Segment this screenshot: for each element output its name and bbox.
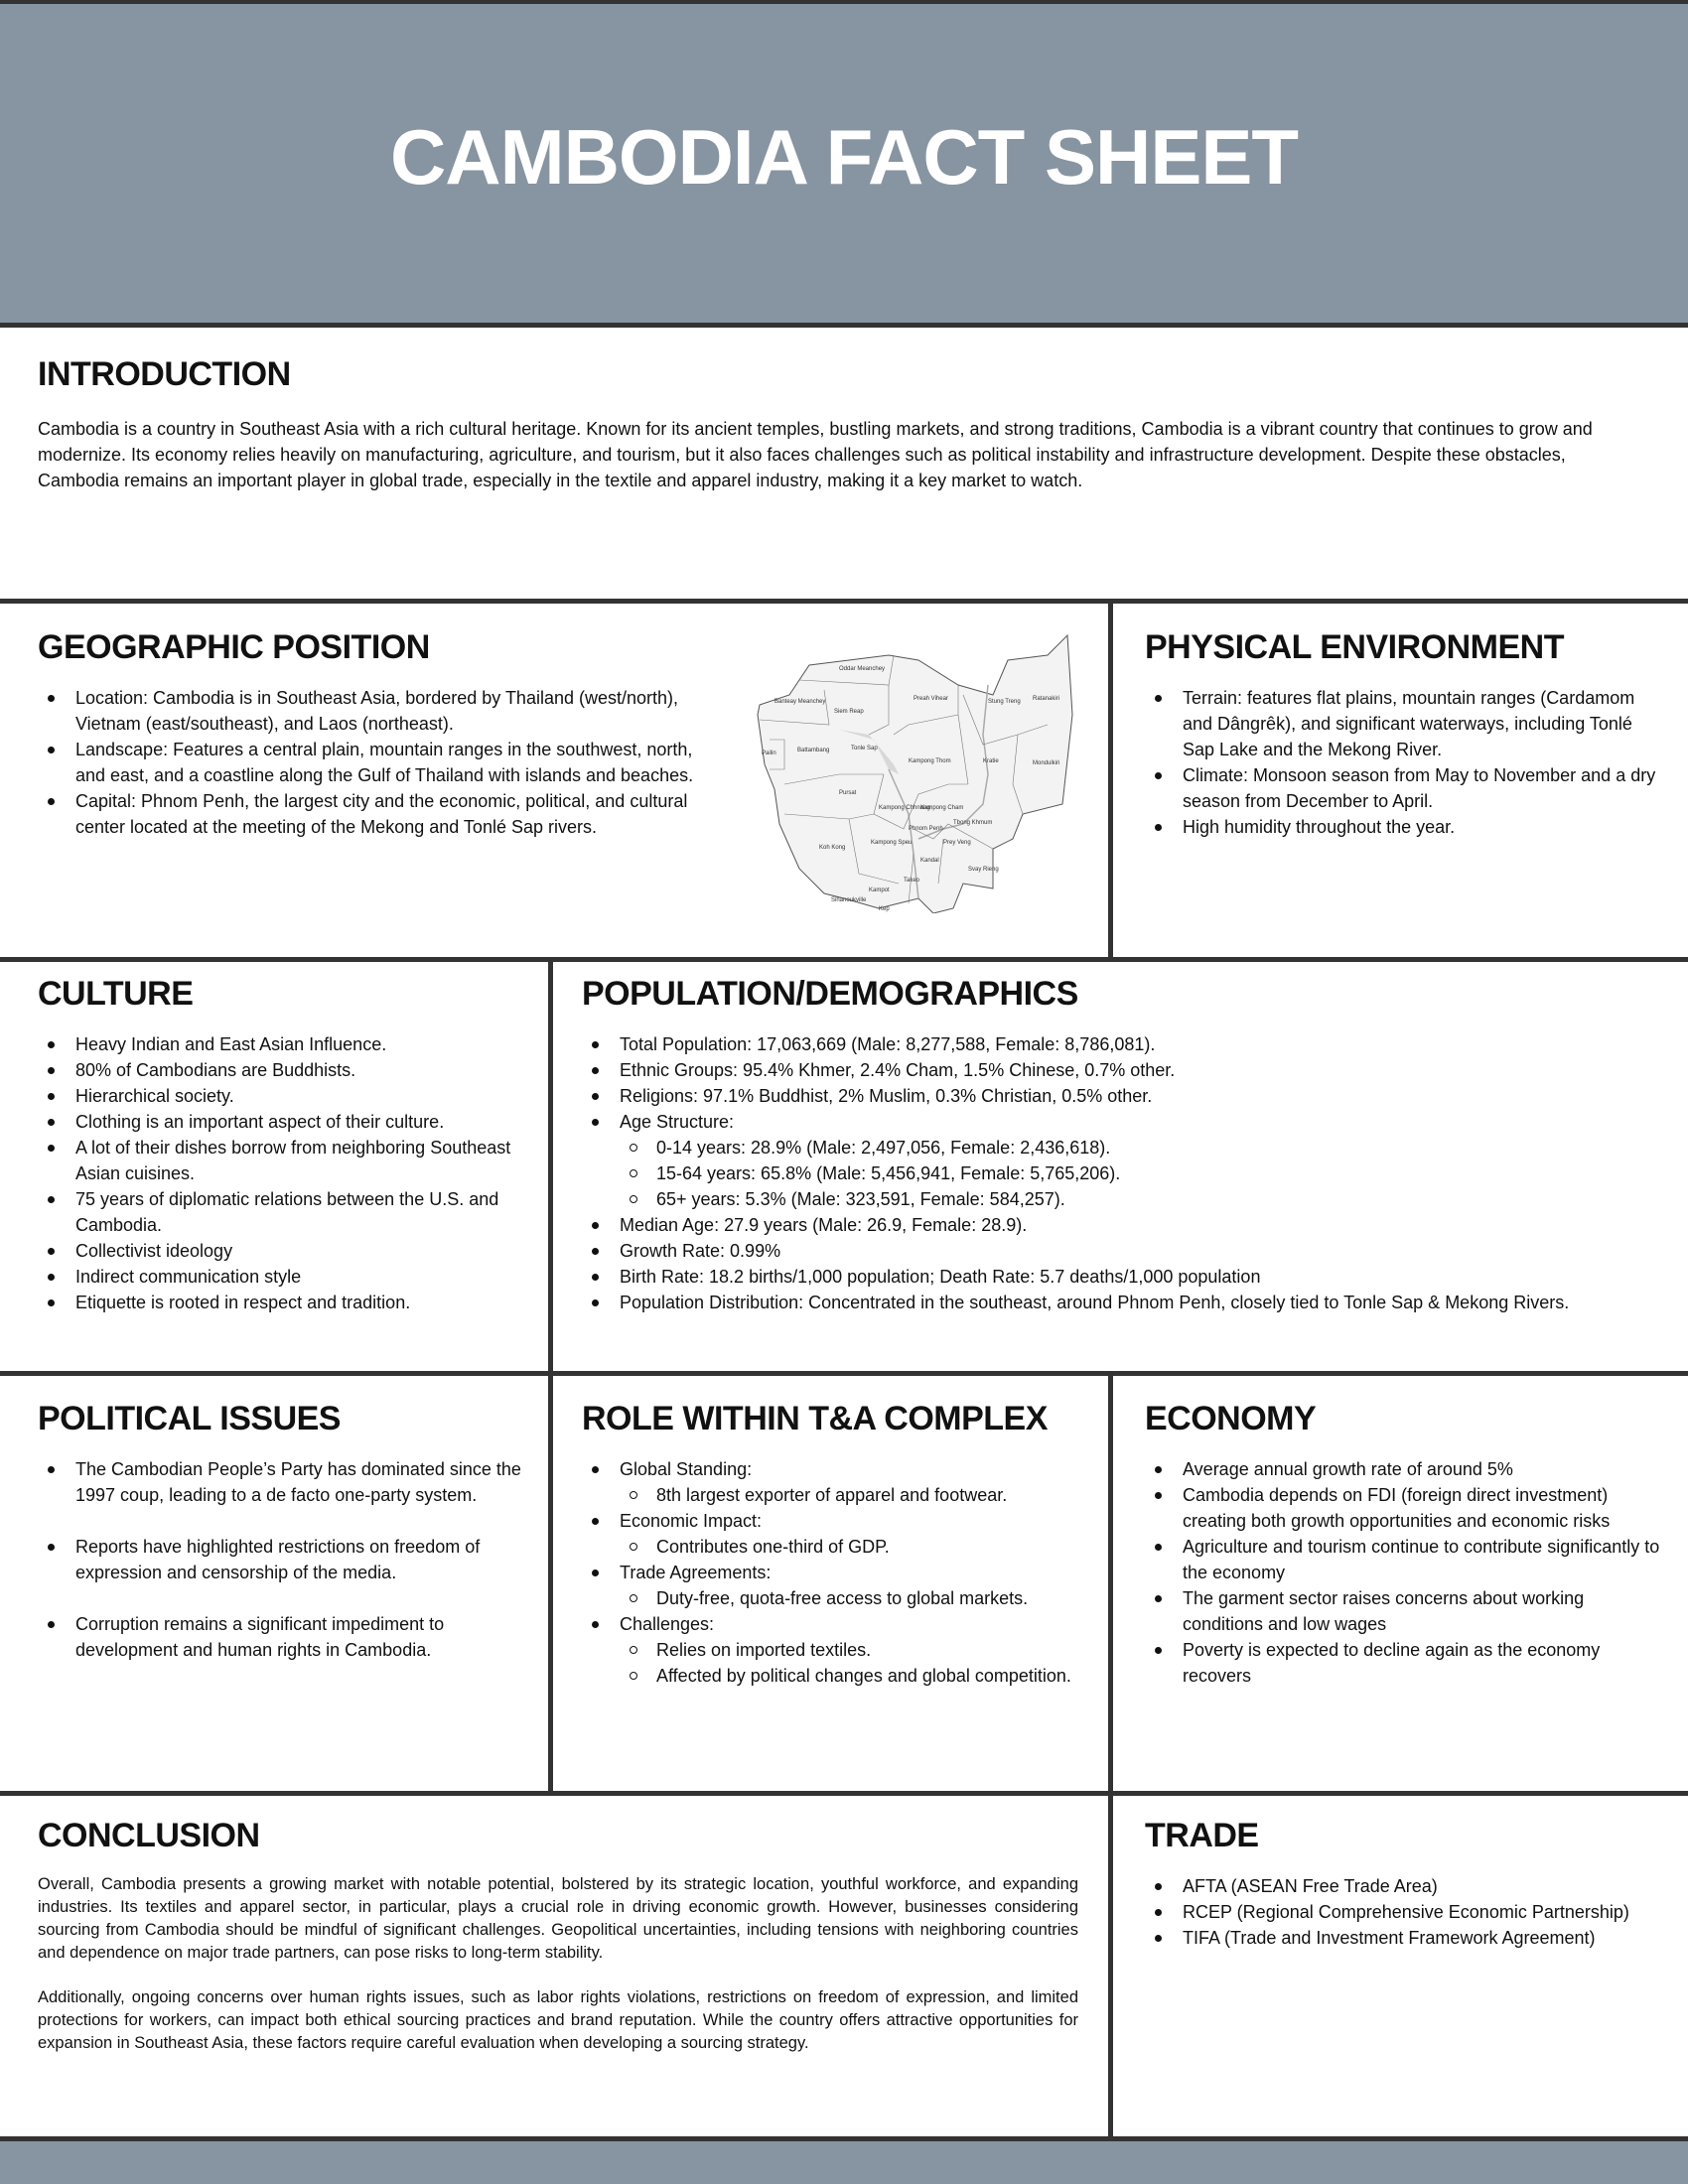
map-label: Tbong Khmum [953, 820, 993, 826]
map-label: Kampong Speu [871, 840, 913, 846]
divider [1108, 1791, 1113, 2138]
list-item: Clothing is an important aspect of their culture. [38, 1109, 534, 1135]
divider [0, 1791, 1688, 1796]
divider [548, 1371, 553, 1793]
list-item: Etiquette is rooted in respect and tradition. [38, 1290, 534, 1315]
list-subitem: 8th largest exporter of apparel and footwear. [582, 1482, 1078, 1508]
list-subitem: Contributes one-third of GDP. [582, 1534, 1078, 1560]
list-item: Global Standing: [582, 1456, 1078, 1482]
list-item: Total Population: 17,063,669 (Male: 8,277,588, Female: 8,786,081). [582, 1031, 1664, 1057]
map-label: Stung Treng [988, 699, 1021, 705]
list-item: Heavy Indian and East Asian Influence. [38, 1031, 534, 1057]
list-item: AFTA (ASEAN Free Trade Area) [1145, 1873, 1661, 1899]
list-subitem: 15-64 years: 65.8% (Male: 5,456,941, Female: 5,765,206). [582, 1160, 1664, 1186]
list-item: Landscape: Features a central plain, mountain ranges in the southwest, north, and east, and a coastline along the Gulf of Thailand with islands and beaches. [38, 737, 713, 788]
list-item: Capital: Phnom Penh, the largest city and the economic, political, and cultural center located at the meeting of the Mekong and Tonlé Sap rivers. [38, 788, 713, 840]
list-item: Average annual growth rate of around 5% [1145, 1456, 1661, 1482]
divider [548, 957, 553, 1374]
map-label: Svay Rieng [968, 867, 999, 873]
list-item: Age Structure: [582, 1109, 1664, 1135]
geographic-section [38, 628, 713, 840]
introduction-section [38, 355, 1646, 493]
list-item: Birth Rate: 18.2 births/1,000 population; Death Rate: 5.7 deaths/1,000 population [582, 1264, 1664, 1290]
list-item: Trade Agreements: [582, 1560, 1078, 1585]
list-item: Population Distribution: Concentrated in the southeast, around Phnom Penh, closely tied to Tonle Sap & Mekong Rivers. [582, 1290, 1664, 1315]
map-label: Battambang [797, 748, 830, 753]
map-label: Kampong Chhnang [879, 805, 930, 811]
map-label: Kampong Cham [920, 805, 964, 811]
map-label: Kandal [920, 858, 939, 864]
page-title: CAMBODIA FACT SHEET [389, 113, 1299, 201]
map-label: Pursat [839, 790, 857, 796]
divider [1108, 599, 1113, 960]
map-label: Preah Vihear [914, 696, 948, 702]
list-item: Challenges: [582, 1611, 1078, 1637]
introduction-text: Cambodia is a country in Southeast Asia with a rich cultural heritage. Known for its ancient temples, bustling markets, and strong traditions, Cambodia is a vibrant country that continues to grow and modernize. Its economy relies heavily on manufacturing, agriculture, and tourism, but it also faces challenges such as political instability and infrastructure development. Despite these obstacles, Cambodia remains an important player in global trade, especially in the textile and apparel industry, making it a key market to watch. [38, 419, 1593, 490]
section-heading: TRADE [1145, 1817, 1259, 1854]
list-item: Climate: Monsoon season from May to November and a dry season from December to April. [1145, 762, 1661, 814]
list-item: Median Age: 27.9 years (Male: 26.9, Female: 28.9). [582, 1212, 1664, 1238]
physical-environment-section [1145, 628, 1661, 840]
list-item: The garment sector raises concerns about working conditions and low wages [1145, 1585, 1661, 1637]
map-label: Ratanakiri [1033, 696, 1060, 702]
list-item: High humidity throughout the year. [1145, 814, 1661, 840]
economy-section [1145, 1400, 1661, 1689]
divider [0, 599, 1688, 604]
population-section [582, 975, 1664, 1315]
list-item: The Cambodian People’s Party has dominated since the 1997 coup, leading to a de facto one-party system. [38, 1456, 524, 1508]
section-heading: CONCLUSION [38, 1817, 260, 1854]
conclusion-section [38, 1817, 1078, 2077]
map-label: Sihanoukville [831, 897, 867, 903]
map-label: Banteay Meanchey [774, 699, 826, 705]
list-item: Hierarchical society. [38, 1083, 534, 1109]
list-subitem: 65+ years: 5.3% (Male: 323,591, Female: 584,257). [582, 1186, 1664, 1212]
political-issues-section [38, 1400, 524, 1663]
list-item: Reports have highlighted restrictions on freedom of expression and censorship of the media. [38, 1534, 524, 1585]
divider [0, 1371, 1688, 1376]
divider [0, 323, 1688, 328]
map-label: Pailin [762, 751, 776, 756]
list-item: Religions: 97.1% Buddhist, 2% Muslim, 0.3% Christian, 0.5% other. [582, 1083, 1664, 1109]
list-item: Growth Rate: 0.99% [582, 1238, 1664, 1264]
map-label: Siem Reap [834, 709, 864, 715]
list-item: RCEP (Regional Comprehensive Economic Partnership) [1145, 1899, 1661, 1925]
map-label: Kampong Thom [909, 758, 951, 764]
section-heading: GEOGRAPHIC POSITION [38, 628, 430, 666]
title-banner [0, 4, 1688, 323]
section-heading: POPULATION/DEMOGRAPHICS [582, 975, 1078, 1013]
list-item: Economic Impact: [582, 1508, 1078, 1534]
section-heading: ROLE WITHIN T&A COMPLEX [582, 1400, 1048, 1437]
map-label: Koh Kong [819, 845, 846, 851]
map-label: Kratie [983, 758, 999, 764]
list-item: 80% of Cambodians are Buddhists. [38, 1057, 534, 1083]
section-heading: CULTURE [38, 975, 194, 1013]
divider [0, 957, 1688, 962]
culture-section [38, 975, 534, 1315]
section-heading: PHYSICAL ENVIRONMENT [1145, 628, 1564, 666]
list-item: Cambodia depends on FDI (foreign direct investment) creating both growth opportunities and economic risks [1145, 1482, 1661, 1534]
map-label: Oddar Meanchey [839, 666, 886, 672]
footer-band [0, 2141, 1688, 2184]
divider [1108, 1371, 1113, 1793]
list-subitem: Affected by political changes and global competition. [582, 1663, 1078, 1689]
list-item: TIFA (Trade and Investment Framework Agreement) [1145, 1925, 1661, 1951]
list-item: Corruption remains a significant impediment to development and human rights in Cambodia. [38, 1611, 524, 1663]
list-subitem: Duty-free, quota-free access to global markets. [582, 1585, 1078, 1611]
list-subitem: Relies on imported textiles. [582, 1637, 1078, 1663]
list-subitem: 0-14 years: 28.9% (Male: 2,497,056, Female: 2,436,618). [582, 1135, 1664, 1160]
conclusion-paragraph: Additionally, ongoing concerns over human rights issues, such as labor rights violations, restrictions on freedom of expression, and limited protections for workers, can impact both ethical sourcing practices and brand reputation. While the country offers attractive opportunities for expansion in Southeast Asia, these factors require careful evaluation when developing a sourcing strategy. [38, 1988, 1078, 2052]
list-item: A lot of their dishes borrow from neighboring Southeast Asian cuisines. [38, 1135, 534, 1186]
list-item: Indirect communication style [38, 1264, 534, 1290]
role-section [582, 1400, 1078, 1689]
map-label: Prey Veng [943, 840, 971, 846]
map-label: Tonle Sap [851, 746, 878, 751]
trade-section [1145, 1817, 1661, 1951]
list-item: Poverty is expected to decline again as the economy recovers [1145, 1637, 1661, 1689]
list-item: Terrain: features flat plains, mountain ranges (Cardamom and Dângrêk), and significant waterways, including Tonlé Sap Lake and the Mekong River. [1145, 685, 1661, 762]
section-heading: POLITICAL ISSUES [38, 1400, 341, 1437]
list-item: Location: Cambodia is in Southeast Asia, bordered by Thailand (west/north), Vietnam (east/southeast), and Laos (northeast). [38, 685, 713, 737]
section-heading: INTRODUCTION [38, 355, 291, 393]
section-heading: ECONOMY [1145, 1400, 1317, 1437]
list-item: 75 years of diplomatic relations between the U.S. and Cambodia. [38, 1186, 534, 1238]
list-item: Ethnic Groups: 95.4% Khmer, 2.4% Cham, 1.5% Chinese, 0.7% other. [582, 1057, 1664, 1083]
list-item: Agriculture and tourism continue to contribute significantly to the economy [1145, 1534, 1661, 1585]
list-item: Collectivist ideology [38, 1238, 534, 1264]
map-label: Takeo [904, 878, 920, 884]
cambodia-province-map [750, 625, 1077, 913]
map-label: Mondulkiri [1033, 760, 1060, 766]
conclusion-paragraph: Overall, Cambodia presents a growing market with notable potential, bolstered by its strategic location, youthful workforce, and expanding industries. Its textiles and apparel sector, in particular, plays a crucial role in driving economic growth. However, businesses considering sourcing from Cambodia should be mindful of significant challenges. Geopolitical uncertainties, including tensions with neighboring countries and dependence on major trade partners, can pose risks to long-term stability. [38, 1875, 1078, 1962]
map-label: Kampot [869, 887, 890, 893]
map-label: Kep [879, 906, 890, 912]
map-label: Phnom Penh [909, 826, 943, 832]
